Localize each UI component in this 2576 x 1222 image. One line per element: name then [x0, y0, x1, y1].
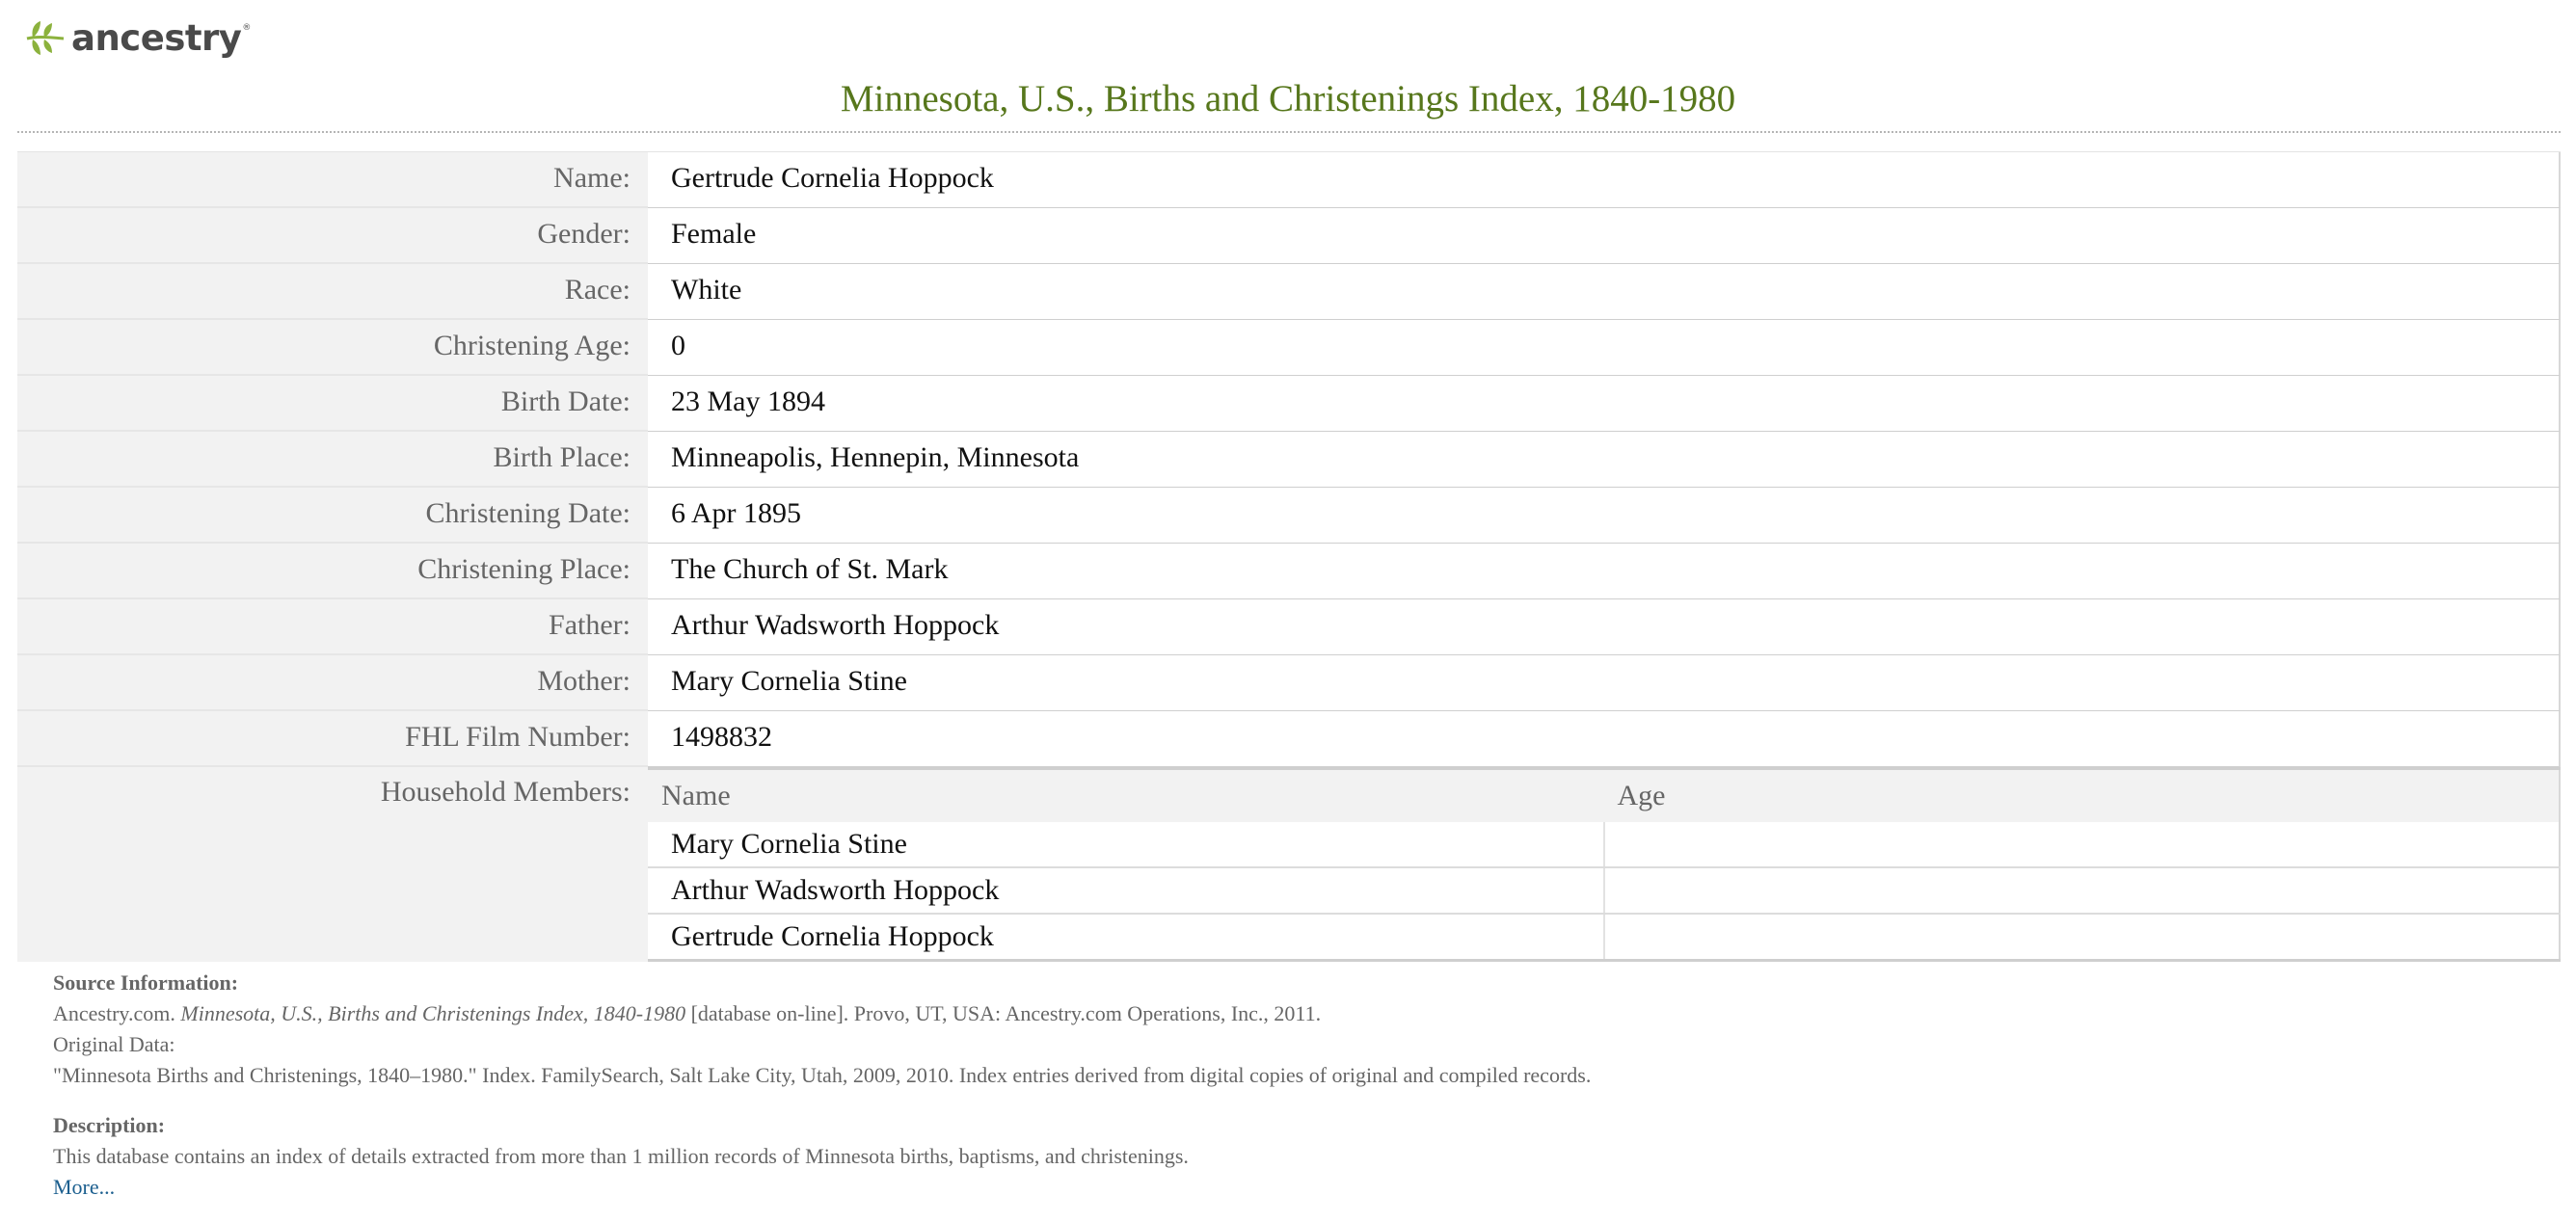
source-heading: Source Information:: [53, 970, 239, 995]
field-value: Minneapolis, Hennepin, Minnesota: [648, 432, 2561, 488]
record-row-fhl-film-number: [17, 711, 2561, 767]
field-value: 1498832: [648, 711, 2561, 767]
record-table: [17, 151, 2561, 962]
member-age: [1604, 822, 2561, 867]
field-label: Birth Date:: [500, 385, 631, 417]
field-value: White: [648, 264, 2561, 320]
field-value: 6 Apr 1895: [648, 488, 2561, 544]
logo-text: ancestry: [71, 16, 242, 59]
table-row: [648, 822, 2560, 867]
description-heading: Description:: [53, 1113, 166, 1137]
field-value: Gertrude Cornelia Hoppock: [648, 152, 2561, 208]
citation-prefix: Ancestry.com.: [53, 1001, 181, 1025]
record-row-christening-place: [17, 544, 2561, 599]
record-row-race: [17, 264, 2561, 320]
field-label: Christening Date:: [425, 497, 631, 529]
column-header-name: Name: [648, 769, 1604, 823]
record-row-mother: [17, 655, 2561, 711]
field-value: Mary Cornelia Stine: [648, 655, 2561, 711]
source-information: [53, 968, 2521, 1203]
field-label: Father:: [549, 609, 631, 641]
member-name: Mary Cornelia Stine: [648, 822, 1604, 867]
field-value: 0: [648, 320, 2561, 376]
ancestry-leaf-icon: [23, 15, 67, 60]
citation-title: Minnesota, U.S., Births and Christenings Index, 1840-1980: [180, 1001, 686, 1025]
logo-trademark: ®: [242, 23, 252, 33]
record-row-birth-date: [17, 376, 2561, 432]
field-value: The Church of St. Mark: [648, 544, 2561, 599]
original-data-label: Original Data:: [53, 1032, 175, 1056]
spacer: [53, 1091, 2521, 1110]
column-header-age: Age: [1604, 769, 2561, 823]
record-row-name: [17, 152, 2561, 208]
member-age: [1604, 867, 2561, 914]
field-label: Christening Place:: [417, 553, 631, 585]
field-label: Christening Age:: [433, 330, 631, 361]
member-name: Gertrude Cornelia Hoppock: [648, 914, 1604, 961]
member-age: [1604, 914, 2561, 961]
record-row-father: [17, 599, 2561, 655]
field-value: Arthur Wadsworth Hoppock: [648, 599, 2561, 655]
original-data-text: "Minnesota Births and Christenings, 1840–1980." Index. FamilySearch, Salt Lake City, Utah, 2009, 2010. Index entries derived from digital copies of original and compiled records.: [53, 1063, 1592, 1087]
record-row-gender: [17, 208, 2561, 264]
description-text: This database contains an index of details extracted from more than 1 million records of Minnesota births, baptisms, and christenings.: [53, 1144, 1189, 1168]
member-name: Arthur Wadsworth Hoppock: [648, 867, 1604, 914]
more-link[interactable]: More...: [53, 1175, 116, 1199]
ancestry-logo[interactable]: [23, 13, 251, 62]
field-label: FHL Film Number:: [405, 721, 631, 753]
table-row: [648, 914, 2560, 961]
household-table: [648, 767, 2561, 962]
record-row-christening-date: [17, 488, 2561, 544]
record-row-christening-age: [17, 320, 2561, 376]
field-label: Birth Place:: [493, 441, 631, 473]
field-label: Race:: [564, 274, 631, 306]
field-value: 23 May 1894: [648, 376, 2561, 432]
field-label: Household Members:: [380, 776, 631, 808]
title-divider: [17, 131, 2561, 133]
field-label: Mother:: [537, 665, 631, 697]
household-members-row: [17, 767, 2561, 962]
citation-suffix: [database on-line]. Provo, UT, USA: Ancestry.com Operations, Inc., 2011.: [685, 1001, 1322, 1025]
field-value: Female: [648, 208, 2561, 264]
household-header-row: [648, 769, 2560, 823]
table-row: [648, 867, 2560, 914]
record-row-birth-place: [17, 432, 2561, 488]
page-title: Minnesota, U.S., Births and Christenings Index, 1840-1980: [840, 78, 1736, 120]
source-citation: [53, 998, 2521, 1029]
field-label: Name:: [553, 162, 631, 194]
field-label: Gender:: [537, 218, 631, 250]
